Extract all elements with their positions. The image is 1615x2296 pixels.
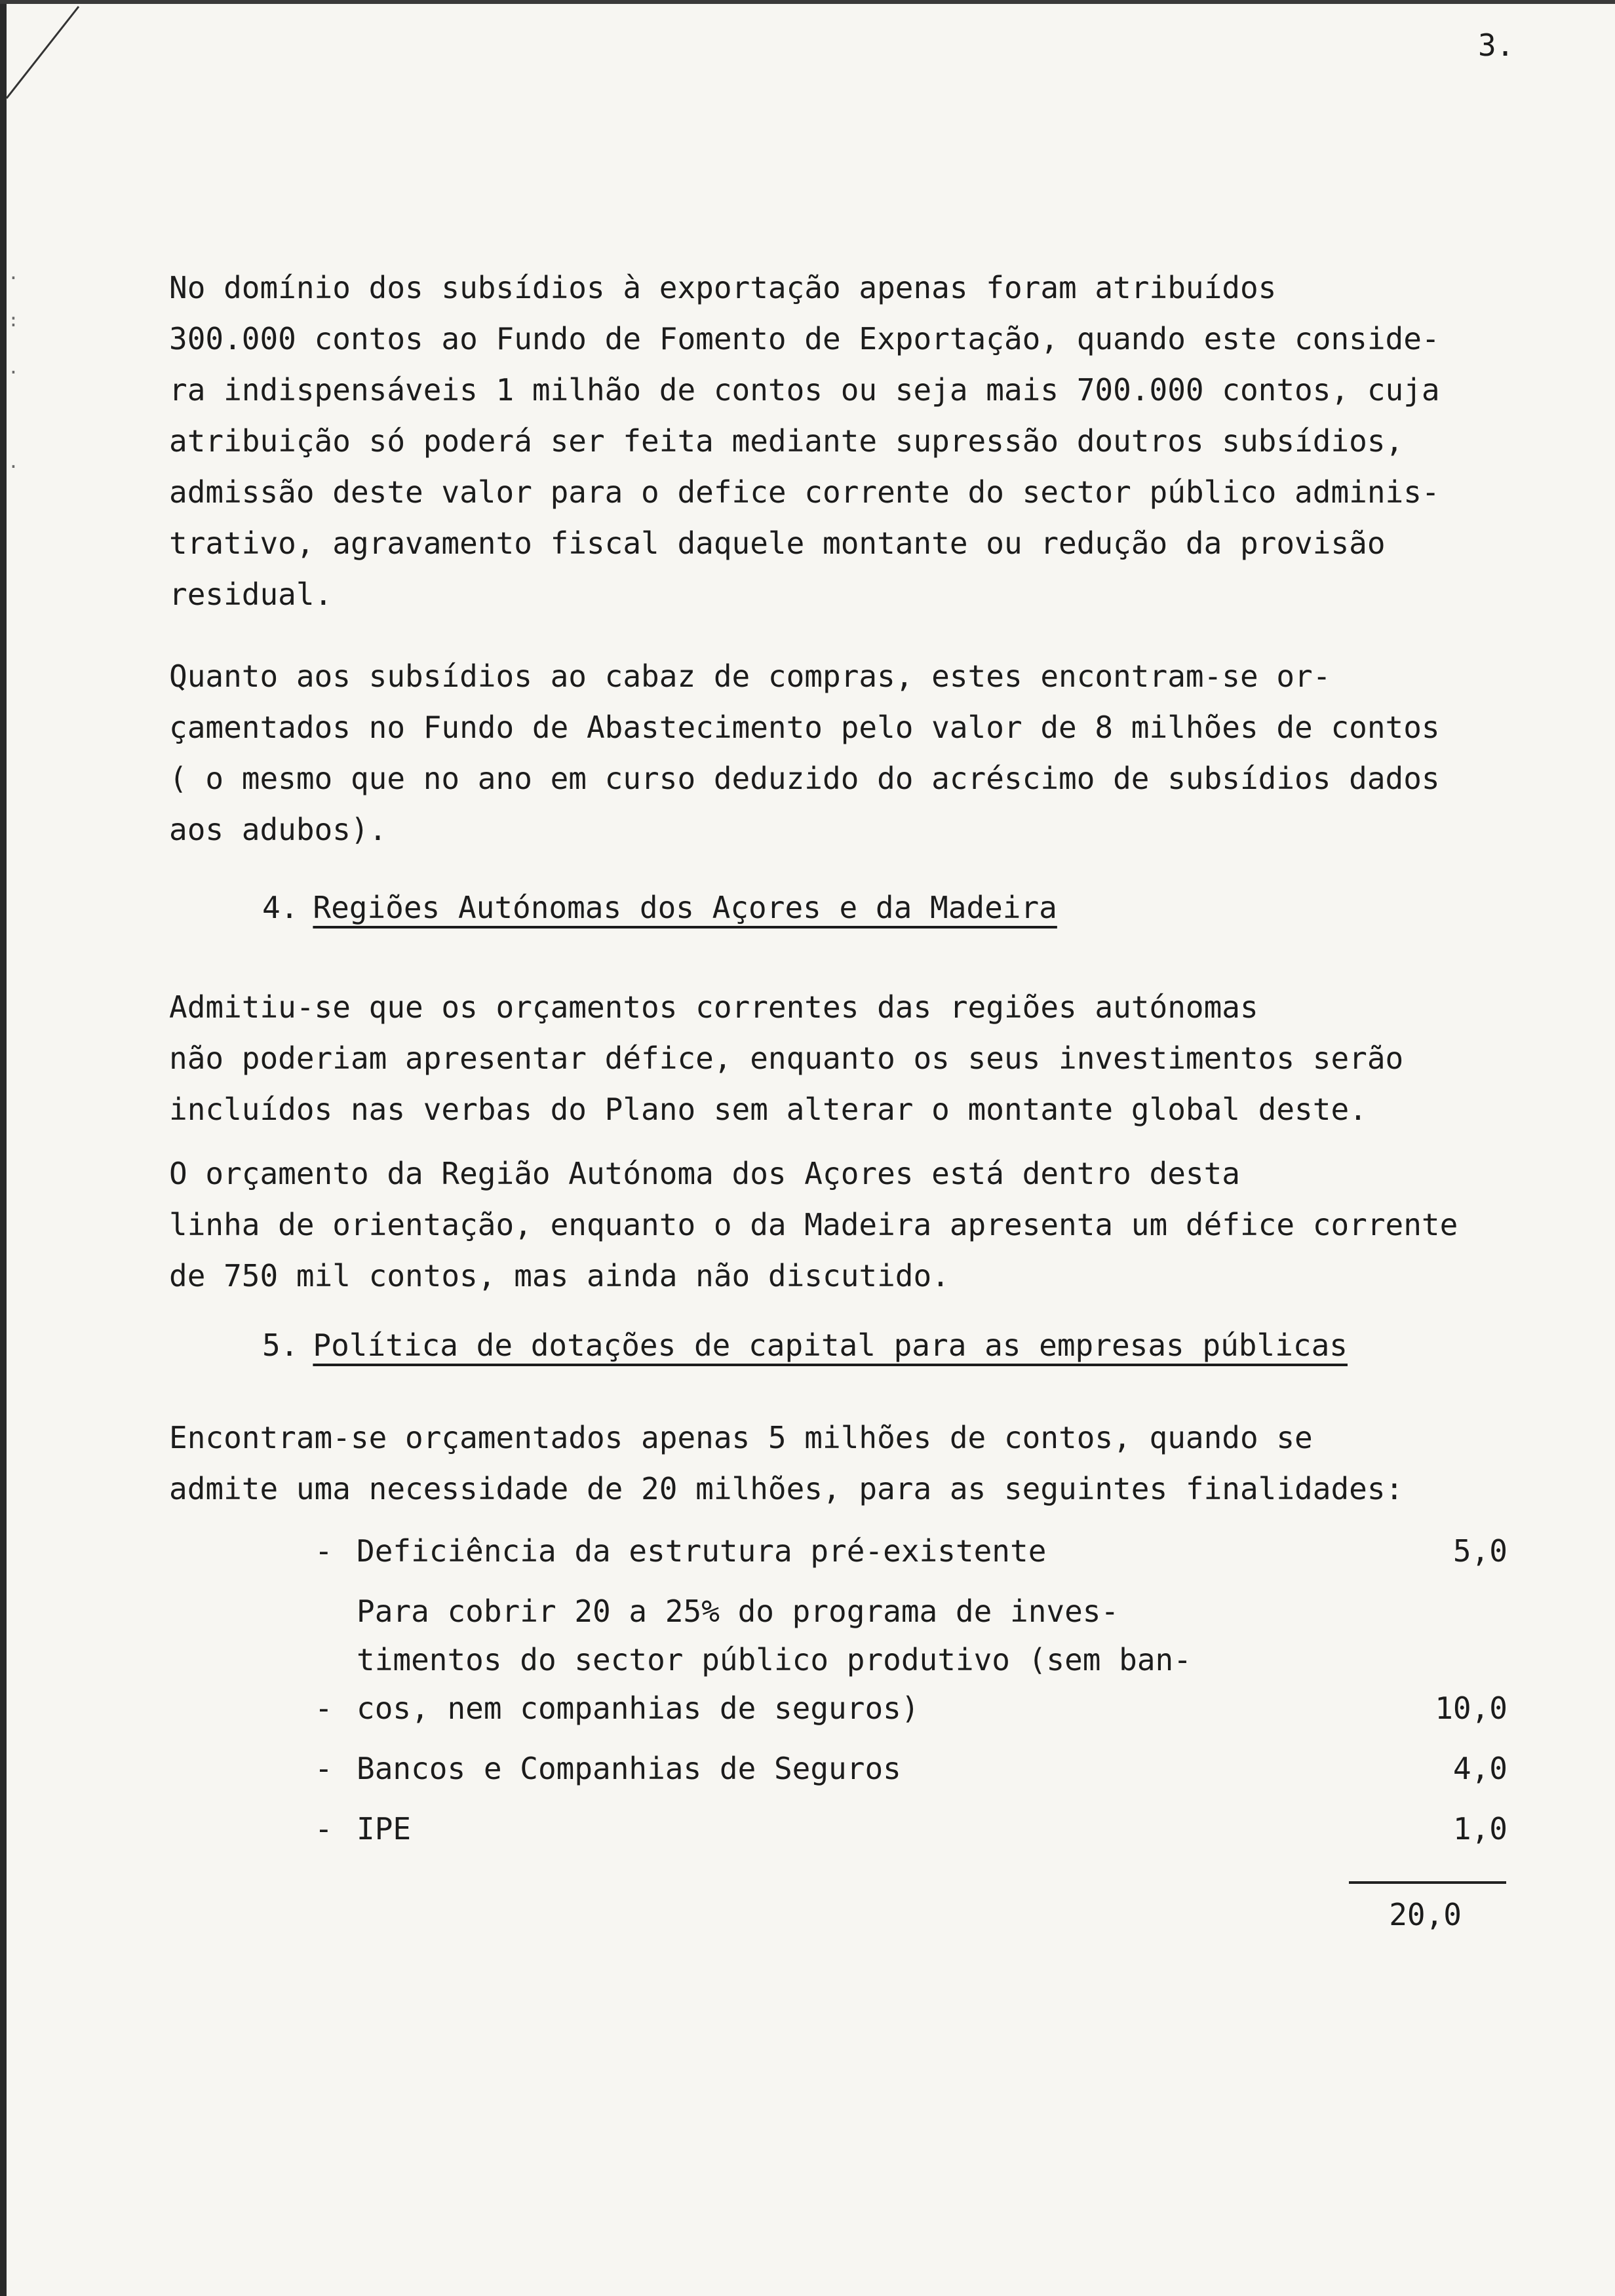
list-item-label: IPE [357,1811,412,1846]
scan-left-edge [0,0,7,2296]
paragraph-capital-allocations: Encontram-se orçamentados apenas 5 milhões de contos, quando se admite uma necessidade de 20 milhões, para as seguintes finalidades: [169,1420,1404,1506]
list-item-value: 4,0 [1452,1751,1508,1786]
list-dash: - [315,1751,333,1786]
section-heading-4 [262,888,1057,927]
list-item-label: Para cobrir 20 a 25% do programa de inves- timentos do sector público produtivo (sem ban- cos, nem companhias de seguros) [357,1594,1192,1726]
paragraph-azores-madeira-budget: O orçamento da Região Autónoma dos Açores está dentro desta linha de orientação, enquanto o da Madeira apresenta um défice corrente de 750 mil contos, mas ainda não discutido. [169,1156,1458,1293]
list-item [315,1587,1508,1732]
list-dash: - [315,1811,333,1846]
list-item-label: Deficiência da estrutura pré-existente [357,1533,1047,1569]
corner-pen-stroke [0,0,92,105]
allocation-list [315,1527,1508,1865]
list-item-value: 10,0 [1435,1691,1508,1726]
section-heading-5 [262,1326,1348,1365]
list-dash: - [315,1691,333,1726]
list-item-value: 1,0 [1452,1811,1508,1846]
list-dash: - [315,1533,333,1569]
page-number: 3. [1478,28,1515,63]
paragraph-shopping-basket-subsidies: Quanto aos subsídios ao cabaz de compras, estes encontram-se or- çamentados no Fundo de Abastecimento pelo valor de 8 milhões de contos ( o mesmo que no ano em curso deduzido do acréscimo de subsídios dados aos adubos). [169,659,1440,847]
margin-bleedthrough-marks: . : . . [8,262,19,472]
list-item [315,1744,1508,1793]
section-title: Regiões Autónomas dos Açores e da Madeira [313,890,1057,925]
list-item-value: 5,0 [1452,1533,1508,1569]
section-number: 4. [262,890,299,925]
section-title: Política de dotações de capital para as empresas públicas [313,1328,1348,1363]
paragraph-export-subsidies: No domínio dos subsídios à exportação apenas foram atribuídos 300.000 contos ao Fundo de Fomento de Exportação, quando este conside- ra indispensáveis 1 milhão de contos ou seja mais 700.000 contos, cuja atribuição só poderá ser feita mediante supressão doutros subsídios, admissão deste valor para o defice corrente do sector público adminis- trativo, agravamento fiscal daquele montante ou redução da provisão residual. [169,270,1440,612]
paragraph-autonomous-regions: Admitiu-se que os orçamentos correntes das regiões autónomas não poderiam apresentar défice, enquanto os seus investimentos serão incluídos nas verbas do Plano sem alterar o montante global deste. [169,989,1404,1127]
list-item-label: Bancos e Companhias de Seguros [357,1751,901,1786]
section-number: 5. [262,1328,299,1363]
scan-top-edge [0,0,1615,4]
total-underline [1349,1881,1506,1884]
list-item [315,1527,1508,1575]
list-item [315,1805,1508,1853]
total-value: 20,0 [1389,1897,1462,1932]
